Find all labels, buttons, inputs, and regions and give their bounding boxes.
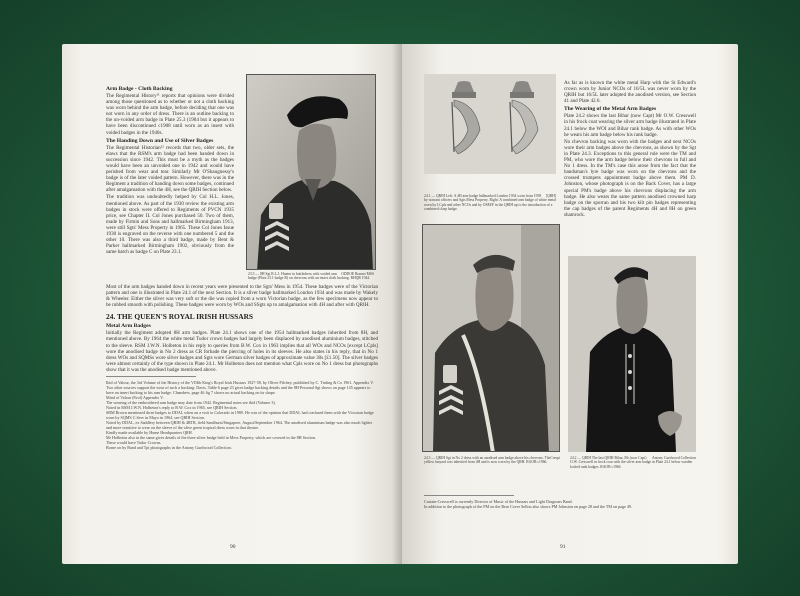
right-page <box>402 44 738 564</box>
right-footnote-2: In addition to the photograph of the PM on the Rear Cover Sellon also shows PM Johnston on page 28 and the TM on page 49. <box>424 504 632 509</box>
left-page <box>62 44 402 564</box>
page-number-right: 91 <box>560 544 566 550</box>
badges-caption: [QRH] 24.1 — QRIH Left: A 4H arm badge hallmarked London 1934 worn from 1958 by warrant officers and Sgts Mess Property. Right: A combined arm badge of white metal worn by LCpls and other NCOs and by OSM/F in the QRIH up to the introduction of a combined clasp badge. <box>424 194 556 212</box>
para-handing-down: The Regimental Historian¹² records that two, older sets, the elaws that the RSM's arm badge had been handed down in succession since 1942. This must be a myth as the badges would have been an unvoided one in 1942 and would have perished from wear and tear. Similarly Mr O'Shaugnessy's badge is of the later voided pattern. However, there was in the Regiment a tradition of handing down some badges, continued after amalgamation with the 4H, see the QRIH Section below. <box>106 144 234 194</box>
footnote-1: Ibid of Valour, the 3rd Volume of the History of the VIIIth King's Royal Irish Hussars 1927-58, by Oliver Pilchey, published by C. Tinling & Co 1961. Appendix V. <box>106 380 374 386</box>
soldier-portrait-photo <box>246 74 376 270</box>
para-metal-arm-badges: Initially the Regiment adopted 8H arm badges. Plate 24.1 shows one of the 1954 hallmarked badges inherited from 8H, and mentioned above. By 1964 the white metal Tudor crown badges had largely been displaced by anodised aluminium badges, stitched to the sleeve. RSM J.W.N. Holbeton in his reply to queries from B.W. Cox in 1963 implies that all WOs and NCOs [except LCpls] wore the anodised badge in No 2 dress as CR forbade the piercing of holes in its sleeves. He also states in his reply, that in No 1 dress WOs and SQMSs wore silver badges and Sgts wore German silver badges of approximate value 30s [£1.50]. The silver badges were almost certainly of the type shown in Plate 24.1. Mr Holbeton does not mention what Cpls wore on No 1 dress but photographs show that it was the anodised badge mentioned above. <box>106 330 378 373</box>
para-no-chevron: No chevron backing was worn with the badges and next NCOs wore their arm badges above the chevrons, as shown by the Sgt in Plate 24.3. Exceptions to this general rule were the TM and PM, who wore the arm badge below their chevrons in full and No 1 dress. In the TM's case this arose from the fact that the bandsman's lyre badge was worn on the chevrons and the crossed trumpets appointment badge above them. PM D. Johnston, whose photograph is on the Back Cover, has a large special PM's badge above his chevrons displacing the arm badge. He also wears the same pattern anodised crowned harp badge on the sporran and his two kilt pin badges representing the cap badges of the parent Regiments 4H and 8H on green shamrock. <box>564 138 696 218</box>
left-top-column <box>106 84 234 255</box>
page-number-left: 90 <box>230 544 236 550</box>
para-intro: As far as is known the white metal Harp with the St Edward's crown worn by Junior NCOs of 16/5L was never worn by the QRIH but 16/5L later adopted the anodised version, see Section 41 and Plate 42.6. <box>564 80 696 105</box>
sergeant-illustration <box>423 225 560 452</box>
footnote-5: Noted in RSM J.W.N. Holbeton's reply to B.W. Cox in 1965, see QRIH Section. <box>106 405 238 411</box>
footnote-8: Kindly made available by Home Headquarters QRH. <box>106 430 193 436</box>
heading-metal-arm-badges: Metal Arm Badges <box>106 323 151 330</box>
footnote-divider <box>106 376 196 377</box>
cresswell-photo <box>568 256 696 452</box>
footnote-3: Mind of Valour (8vol) Appendix V. <box>106 395 164 401</box>
para-most-badges: Most of the arm badges handed down in recent years were presented to the Sgts' Mess in 1954. These badges were of the Victorian pattern and one is illustrated in Plate 24.1 of the next Section. It is a silver badge hallmarked London 1934 and was made by Wakely & Wheeler. Either the silver was very soft or the die was copied from a worn Victorian badge, as the few specimens now appear to be rubbed smooth with polishing. These badges were worn by WOs and SSgts up to amalgamation with 4H and after with QRIH. <box>106 284 378 309</box>
section-title-qrih: 24. THE QUEEN'S ROYAL IRISH HUSSARS <box>106 312 254 322</box>
footnote-7: Noted by DDAL, ex Saddlery between QRIH & 4RTR, field Sandhurst/Singapore, August/September 1964. The anodised aluminium badge was also much lighter and more sensitive to wear on the sleeve of the olive green tropical dress worn in that theatre. <box>106 420 373 431</box>
portrait-illustration <box>247 75 376 270</box>
badges-illustration <box>424 74 556 174</box>
footnote-6: SBM Brown mentioned three badges to DDAL when on a visit to Colorado in 1980. He was of the opinion that DDAL had confused them with the Victorian badge worn by SQMS C.Serv in Mayo in 1964, see QRIH Section. <box>106 410 374 421</box>
para-tradition: The tradition was undoubtedly helped by Col H.L. Jones, mentioned above. As part of the 1930 review the existing arm badges in stock were offered to Regiments of PVCN 1935 price, see Chapter II. Col Jones purchased 50. Two of them, made by Firmin and Sons and hallmarked Birmingham 1913, were still Sgts' Mess Property in 1965. These Col Jones Issue 1930 is engraved on the reverse with one numbered 5 and the other 10. There was also a third badge, made by Bent & Parker hallmarked Birmingham 1902, obviously from the same batch as badge C on Plate 23.1. <box>106 194 234 256</box>
left-lower-column <box>106 284 378 450</box>
heading-wearing: The Wearing of the Metal Arm Badges <box>564 106 657 113</box>
footnote-2: Two other sources support the wear of such a backing: Davis, Table 6 page 23 gives badge backing details and the 8H Personal Sgt shows on page 145 appears to have an insert backing to his arm badge. Chambers, page 46 fig 7 shows no actual backing on its shape. <box>106 385 371 396</box>
right-footnote-1: Curtain-Cresswell is currently Director of Music of the Hussars and Light Dragoons Band. <box>424 499 573 504</box>
right-footnotes <box>424 492 696 509</box>
open-book <box>62 44 738 564</box>
footnote-9: Mr Holbeton also in the same gives details of the three silver badge held in Mess Property, which are covered in the 8H Section. <box>106 435 316 441</box>
footnote-11: Borne on by Band and Tpt photographs in the Antony Gurdwood Collection. <box>106 445 232 451</box>
portrait-caption: ODDOE Bonnet MSS 23.5 — 8H Sgt R.L.J. Hunter in battledress with voided arm badge (Plate 23.1 badge B) on chevrons with an insert cloth backing. RHQR 1944. <box>248 272 374 281</box>
right-footnote-divider <box>424 495 514 496</box>
badges-photo <box>424 74 556 174</box>
para-wearing: Plate 24.2 shows the last Bihar (now Capt) Mr O.W. Cresswell in his frock coat wearing the silver arm badge illustrated in Plate 24.1 below the WOI and Bihar rank badge. As with other WOs he wears his arm badge below his rank badge. <box>564 113 696 138</box>
cresswell-caption: Antony Gurdwood Collection 24.2 — QRIH The last QRIH Bihar, Mr (now Capt) O.W. Cresswell in frock coat with the silver arm badge in Plate 24.1 below warden locked rank badges. RAOB c1966. <box>570 456 696 469</box>
right-top-column <box>564 80 696 218</box>
heading-handing-down: The Handing Down and Use of Silver Badges <box>106 137 214 144</box>
sergeant-caption: Crespi 24.3 — QRIH Sgt in No 2 dress with an anodised arm badge above his chevrons. The yellow lanyard was inherited from 4H and is now worn by the QRH. RAOB c1966. <box>424 456 560 465</box>
heading-arm-badge: Arm Badge - Cloth Backing <box>106 86 173 92</box>
footnote-10: These would have Tudor Crowns. <box>106 440 162 446</box>
para-arm-badge: The Regimental History¹¹ reports that opinions were divided among those questioned as to whether or not a cloth backing was worn behind the arm badge, before deciding that one was not worn in any order of dress. There is an outline backing to the un-voided arm badge in Plate 25.3 (1904 but it appears to have been discontinued c1908 until worn as an insert with voided badges in the 1940s. <box>106 93 234 136</box>
cresswell-illustration <box>568 256 696 452</box>
footnote-4: The wearing of the embroidered arm badge may date from 1942. Regimental notes see ibid (Volume 3). <box>106 400 276 406</box>
sergeant-photo <box>422 224 560 452</box>
